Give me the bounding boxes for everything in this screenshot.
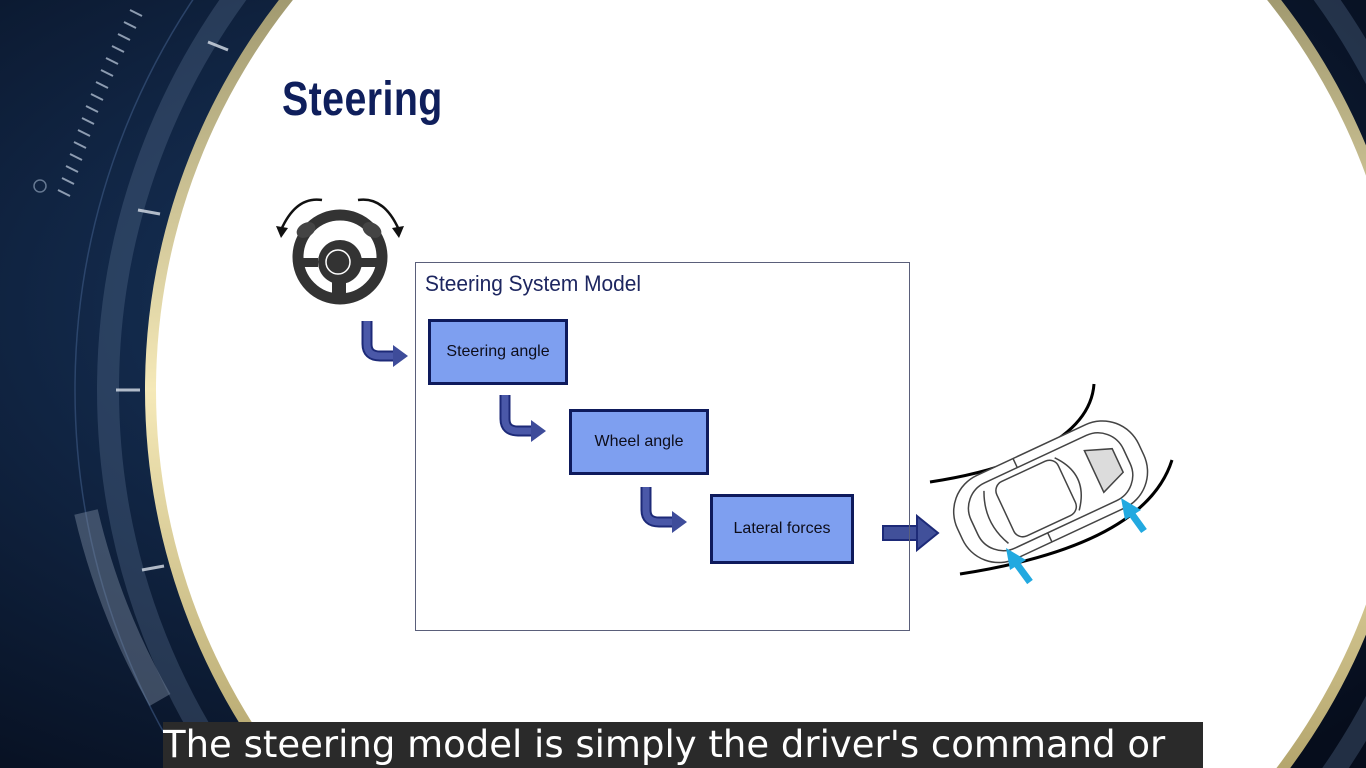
stage-steering-angle: Steering angle xyxy=(428,319,568,385)
subtitle-caption: The steering model is simply the driver's command or xyxy=(163,722,1203,768)
steering-system-model-label: Steering System Model xyxy=(425,271,642,296)
stage-lateral-forces: Lateral forces xyxy=(710,494,854,564)
stage-wheel-angle: Wheel angle xyxy=(569,409,709,475)
slide-title: Steering xyxy=(282,73,443,126)
